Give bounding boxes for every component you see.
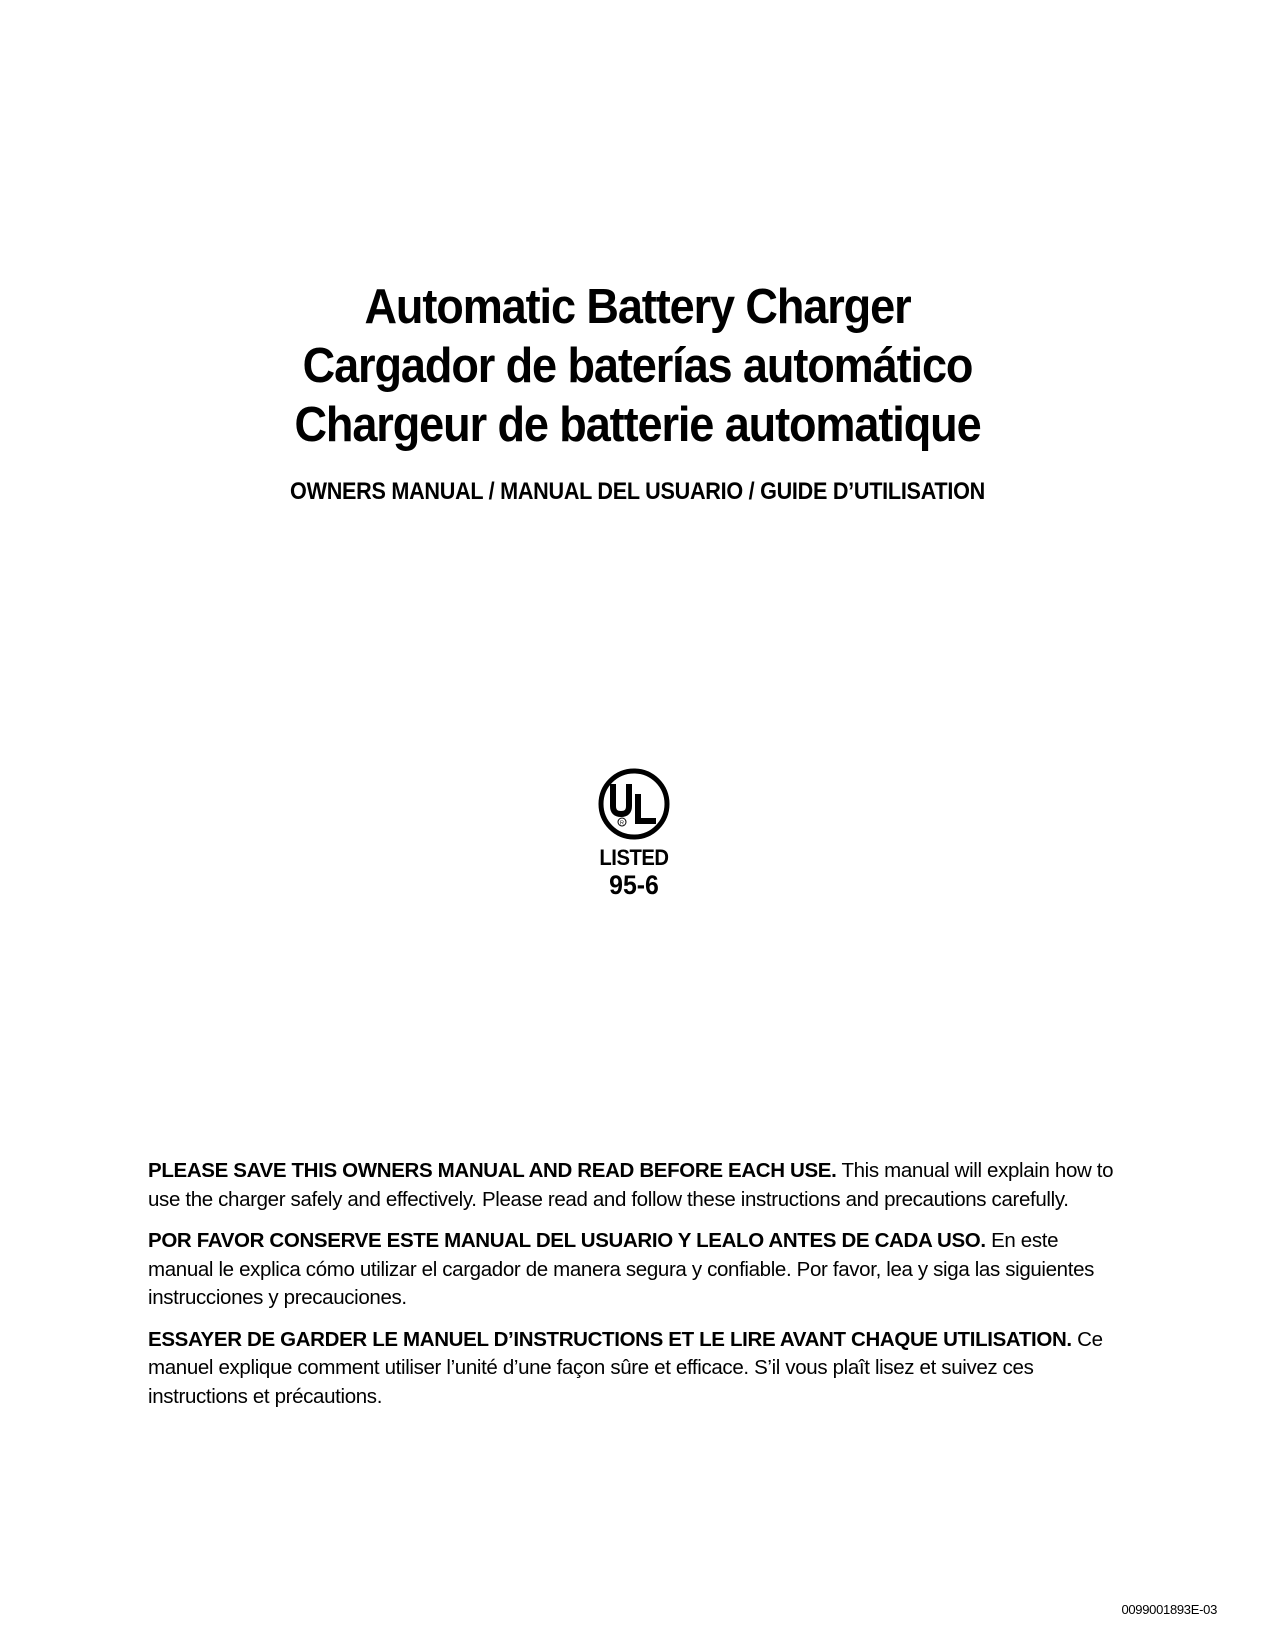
notice-english-body: This manual will explain how to use the charger safely and effectively. Please read and follow these instructions and precautions carefully. bbox=[148, 1159, 1114, 1211]
title-english: Automatic Battery Charger bbox=[364, 280, 911, 334]
ul-listing-number: 95-6 bbox=[609, 870, 659, 900]
notice-spanish-lead: POR FAVOR CONSERVE ESTE MANUAL DEL USUARIO Y LEALO ANTES DE CADA USO. bbox=[148, 1229, 986, 1252]
title-block bbox=[0, 278, 1275, 455]
document-code: 0099001893E-03 bbox=[1121, 1602, 1217, 1617]
ul-listed-label: LISTED bbox=[599, 845, 669, 870]
notice-english-lead: PLEASE SAVE THIS OWNERS MANUAL AND READ BEFORE EACH USE. bbox=[148, 1159, 837, 1182]
ul-logo-icon bbox=[596, 766, 672, 842]
ul-listed-mark bbox=[570, 766, 698, 900]
manual-subtitle: OWNERS MANUAL / MANUAL DEL USUARIO / GUIDE D’UTILISATION bbox=[290, 478, 985, 505]
notice-english bbox=[148, 1157, 1128, 1214]
notice-spanish bbox=[148, 1227, 1128, 1313]
title-spanish: Cargador de baterías automático bbox=[302, 339, 973, 393]
notice-block bbox=[148, 1157, 1128, 1424]
notice-french-body: Ce manuel explique comment utiliser l’unité d’une façon sûre et efficace. S’il vous plaît lisez et suivez ces instructions et précautions. bbox=[148, 1327, 1103, 1408]
notice-french-lead: ESSAYER DE GARDER LE MANUEL D’INSTRUCTIONS ET LE LIRE AVANT CHAQUE UTILISATION. bbox=[148, 1327, 1072, 1351]
svg-text:R: R bbox=[620, 820, 624, 827]
notice-french bbox=[148, 1326, 1128, 1412]
title-french: Chargeur de batterie automatique bbox=[294, 398, 981, 452]
notice-spanish-body: En este manual le explica cómo utilizar el cargador de manera segura y confiable. Por favor, lea y siga las siguientes instrucciones y precauciones. bbox=[148, 1229, 1095, 1309]
